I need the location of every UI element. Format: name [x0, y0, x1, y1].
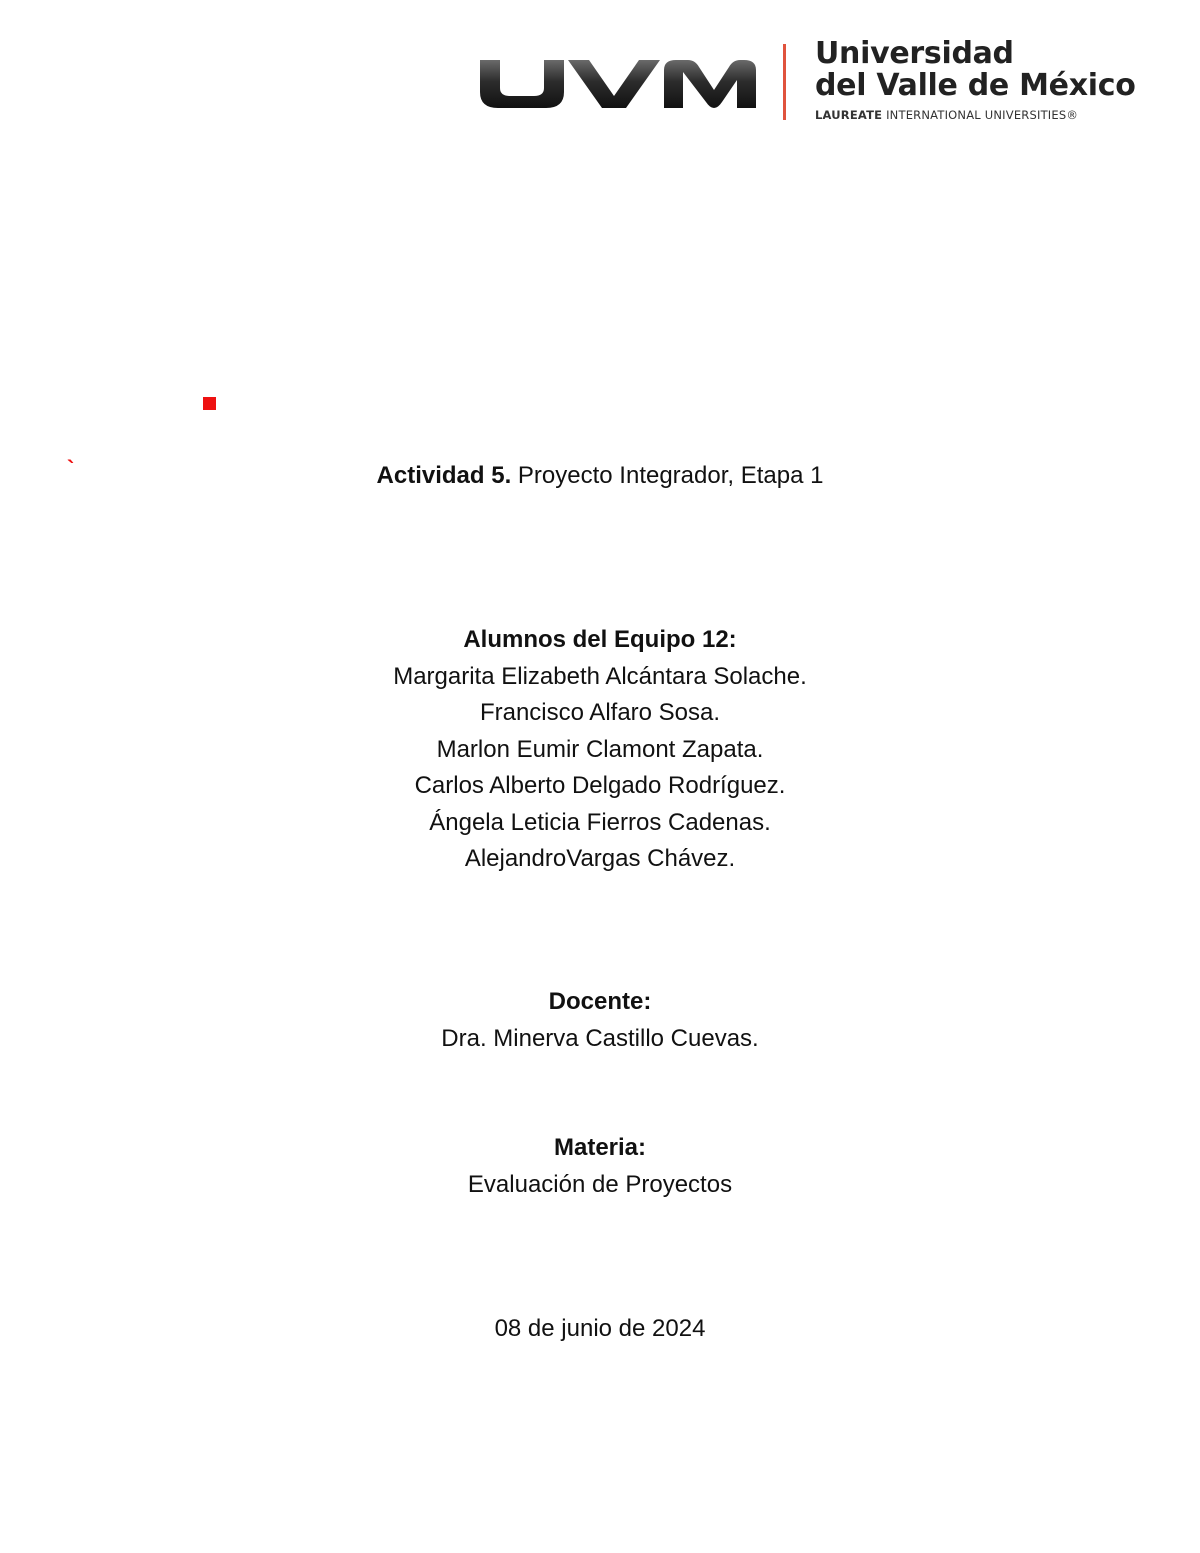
activity-title	[0, 458, 1200, 495]
activity-name: Proyecto Integrador, Etapa 1	[511, 462, 824, 489]
logo-divider	[783, 44, 786, 120]
subject-name: Evaluación de Proyectos	[467, 1170, 733, 1198]
student-name: Francisco Alfaro Sosa.	[479, 699, 721, 726]
subject-section	[0, 1130, 1200, 1203]
activity-label: Actividad 5.	[376, 462, 512, 489]
teacher-section	[0, 984, 1200, 1057]
student-name: Marlon Eumir Clamont Zapata.	[436, 735, 764, 763]
student-name: Carlos Alberto Delgado Rodríguez.	[414, 772, 786, 799]
student-name: Margarita Elizabeth Alcántara Solache.	[393, 662, 807, 690]
student-name: AlejandroVargas Chávez.	[464, 845, 736, 872]
logo-text	[815, 38, 1185, 122]
document-date: 08 de junio de 2024	[494, 1315, 706, 1342]
red-tick-mark: `	[67, 456, 75, 481]
subject-heading: Materia:	[553, 1134, 647, 1161]
teacher-name: Dra. Minerva Castillo Cuevas.	[441, 1024, 759, 1052]
red-square-mark	[203, 397, 216, 410]
students-section	[0, 622, 1200, 878]
logo-laureate-line	[815, 108, 1185, 122]
logo-university-line: Universidad	[815, 36, 1014, 71]
uvm-wordmark-icon	[476, 38, 761, 128]
student-name: Ángela Leticia Fierros Cadenas.	[429, 808, 771, 836]
logo-laureate-rest: INTERNATIONAL UNIVERSITIES®	[882, 108, 1079, 122]
students-heading: Alumnos del Equipo 12:	[463, 626, 737, 653]
logo-laureate-bold: LAUREATE	[815, 108, 883, 122]
logo-name-line: del Valle de México	[815, 68, 1136, 103]
teacher-heading: Docente:	[548, 988, 652, 1015]
